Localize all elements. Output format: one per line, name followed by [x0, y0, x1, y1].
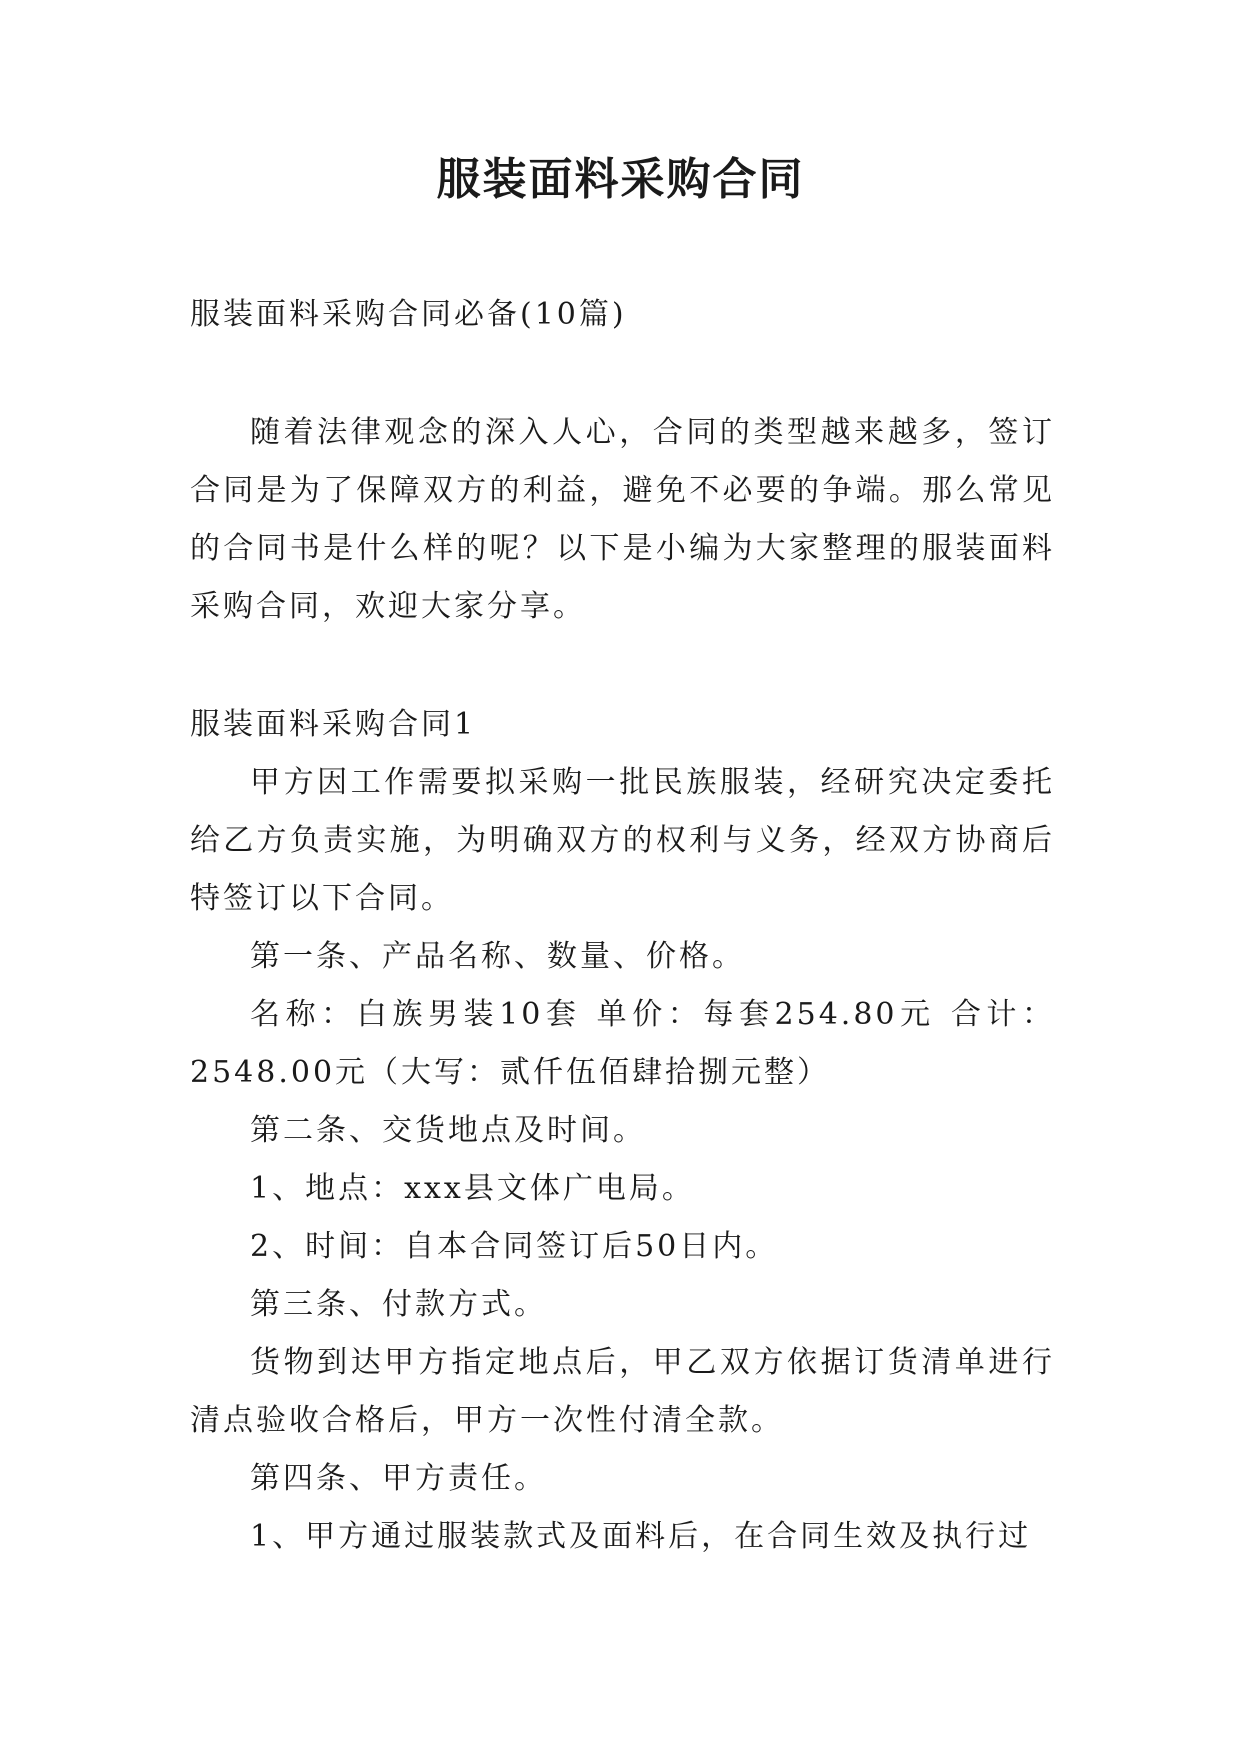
document-body	[190, 286, 1055, 1566]
section-heading: 服装面料采购合同1	[190, 707, 477, 742]
article-heading: 第四条、甲方责任。	[250, 1461, 547, 1496]
list-item: 1、甲方通过服装款式及面料后，在合同生效及执行过	[250, 1519, 1032, 1554]
article-heading: 第三条、付款方式。	[250, 1287, 547, 1322]
paragraph: 名称：白族男装10套 单价：每套254.80元 合计：2548.00元（大写：贰仟伍佰肆拾捌元整）	[190, 997, 1055, 1090]
paragraph: 甲方因工作需要拟采购一批民族服装，经研究决定委托给乙方负责实施，为明确双方的权利与义务，经双方协商后特签订以下合同。	[190, 765, 1055, 916]
list-item: 2、时间：自本合同签订后50日内。	[250, 1229, 779, 1264]
article-heading: 第一条、产品名称、数量、价格。	[250, 939, 745, 974]
document-subtitle: 服装面料采购合同必备(10篇)	[190, 297, 627, 332]
paragraph: 货物到达甲方指定地点后，甲乙双方依据订货清单进行清点验收合格后，甲方一次性付清全款。	[190, 1345, 1055, 1438]
list-item: 1、地点：xxx县文体广电局。	[250, 1171, 695, 1206]
article-heading: 第二条、交货地点及时间。	[250, 1113, 646, 1148]
document-title: 服装面料采购合同	[436, 154, 805, 205]
intro-paragraph: 随着法律观念的深入人心，合同的类型越来越多，签订合同是为了保障双方的利益，避免不必要的争端。那么常见的合同书是什么样的呢？以下是小编为大家整理的服装面料采购合同，欢迎大家分享。	[190, 415, 1055, 624]
